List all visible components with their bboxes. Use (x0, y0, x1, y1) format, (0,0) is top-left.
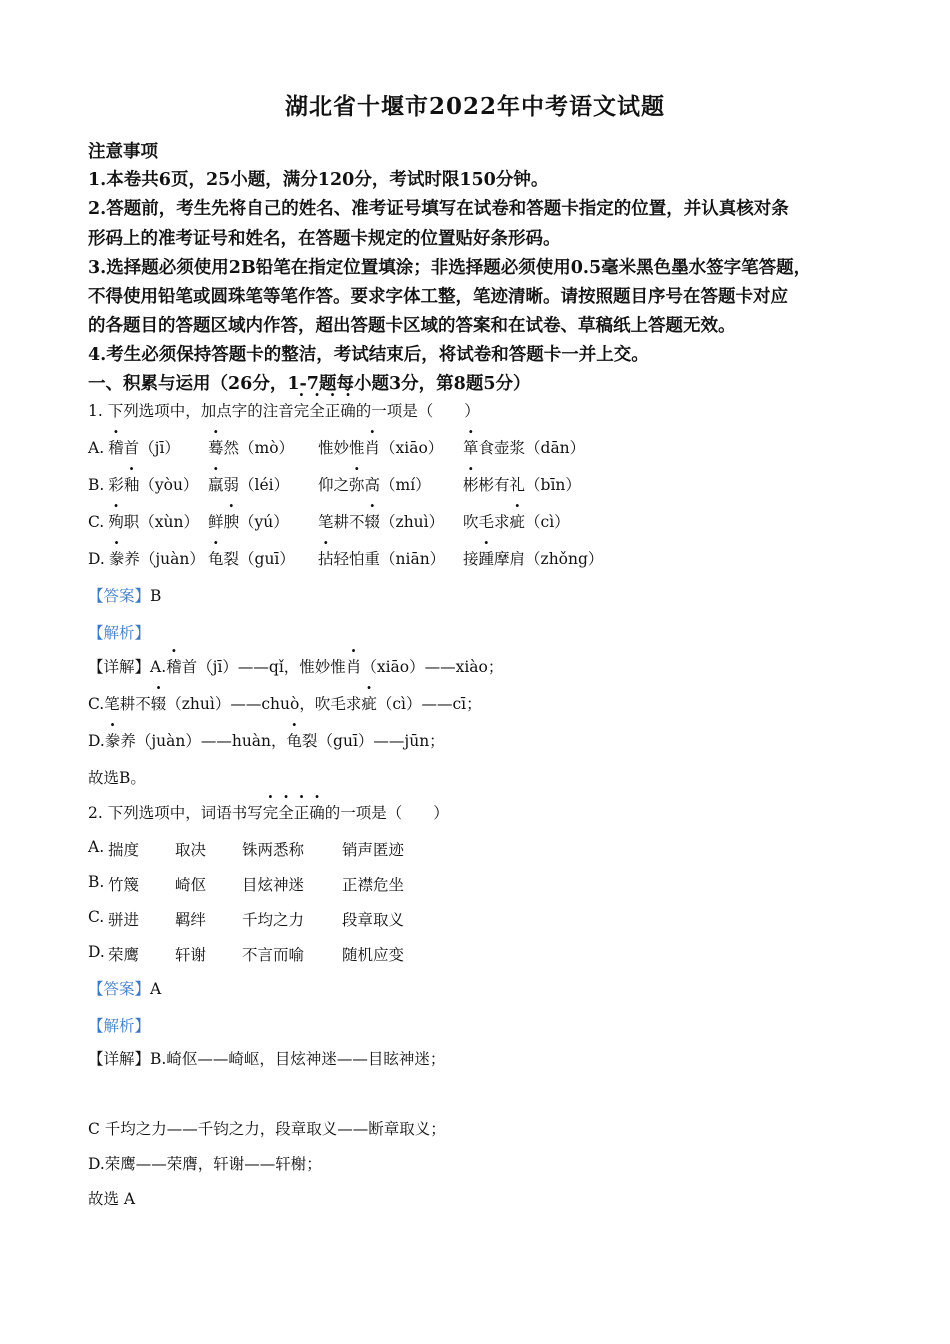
detail-tag: 【详解】 (88, 1050, 151, 1068)
option-text: 鲜 (208, 513, 224, 531)
option-word: 铢两悉称 (242, 841, 305, 859)
answer-tag: 【答案】 (88, 980, 151, 998)
option-word: 荣鹰 (108, 946, 140, 964)
stem-text: 的一项是（ ） (355, 402, 480, 420)
option-item (318, 547, 445, 569)
answer-line (88, 584, 161, 606)
conclusion: 故选B。 (88, 769, 146, 787)
option-text: 彩 (108, 476, 124, 494)
notice-line: 2.答题前，考生先将自己的姓名、准考证号填写在试卷和答题卡指定的位置，并认真核对条 (88, 199, 789, 219)
option-text: 高（mí） (364, 476, 431, 494)
option-text: 接 (463, 550, 479, 568)
notice-line: 的各题目的答题区域内作答，超出答题卡区域的答案和在试卷、草稿纸上答题无效。 (88, 316, 736, 336)
detail-line (88, 692, 482, 714)
option-label: A. (88, 439, 105, 457)
dotted-char: 疵 (361, 695, 377, 713)
option-word: 羁绊 (175, 911, 207, 929)
notice-heading: 注意事项 (88, 142, 158, 162)
dotted-char: 辍 (150, 695, 167, 713)
option-row (88, 838, 888, 862)
answer-value: A (150, 980, 162, 998)
option-text: 吹毛求 (463, 513, 510, 531)
dotted-char: 釉 (123, 476, 140, 494)
option-word: 正襟危坐 (342, 876, 405, 894)
option-label: C. (88, 513, 105, 531)
option-word: 不言而喻 (242, 946, 305, 964)
option-row (88, 547, 888, 571)
detail-text: （xiāo）——xiào； (361, 658, 504, 676)
detail-text: 养（juàn）——huàn， (120, 732, 287, 750)
dotted-char: 正 (293, 804, 310, 822)
detail-text: D. (88, 732, 105, 750)
option-word: 随机应变 (342, 946, 405, 964)
dotted-char: 拈 (318, 550, 334, 568)
option-row (88, 943, 888, 967)
option-row (88, 510, 888, 534)
detail-text: 裂（guī）——jūn； (302, 732, 445, 750)
dotted-char: 全 (278, 804, 294, 822)
option-item (208, 436, 294, 458)
option-item (208, 510, 289, 532)
option-row (88, 436, 888, 460)
dotted-char: 弥 (349, 476, 365, 494)
option-text: 弱（léi） (223, 476, 290, 494)
option-row (88, 908, 888, 932)
dotted-char: 确 (309, 804, 325, 822)
option-text: 彬有礼（bīn） (478, 476, 581, 494)
detail-line: C 千均之力——千钧之力，段章取义——断章取义； (88, 1120, 446, 1138)
option-item (88, 510, 199, 532)
dotted-char: 肖 (345, 658, 362, 676)
option-word: 千均之力 (242, 911, 305, 929)
option-text: 笔耕不 (318, 513, 365, 531)
notice-line: 1.本卷共6页，25小题，满分120分，考试时限150分钟。 (88, 170, 549, 190)
option-label: D. (88, 943, 105, 961)
option-label: B. (88, 873, 105, 891)
dotted-char: 豢 (108, 550, 125, 568)
option-word: 取决 (175, 841, 207, 859)
dotted-char: 正 (324, 402, 341, 420)
option-item (463, 436, 585, 458)
option-text: （cì） (525, 513, 570, 531)
option-word: 揣度 (108, 841, 140, 859)
dotted-char: 龟 (208, 550, 224, 568)
option-word: 销声匿迹 (342, 841, 405, 859)
detail-tag: 【详解】 (88, 658, 151, 676)
dotted-char: 辍 (364, 513, 381, 531)
answer-value: B (150, 587, 162, 605)
analysis-tag: 【解析】 (88, 1017, 151, 1035)
detail-text: （zhuì）——chuò，吹毛求 (166, 695, 362, 713)
option-item (88, 547, 205, 569)
dotted-char: 全 (309, 402, 325, 420)
stem-text: 1. 下列选项中，加点字的注音 (88, 402, 294, 420)
detail-text: C.笔耕不 (88, 695, 151, 713)
option-item (88, 473, 198, 495)
option-text: 轻怕重（niān） (333, 550, 446, 568)
option-row (88, 873, 888, 897)
option-text: 职（xùn） (123, 513, 199, 531)
option-item (208, 547, 295, 569)
option-label: B. (88, 476, 105, 494)
option-word: 竹篾 (108, 876, 140, 894)
option-text: 然（mò） (223, 439, 295, 457)
answer-line (88, 977, 161, 999)
notice-line: 3.选择题必须使用2B铅笔在指定位置填涂；非选择题必须使用0.5毫米黑色墨水签字笔答题， (88, 258, 812, 278)
dotted-char: 殉 (108, 513, 124, 531)
dotted-char: 踵 (478, 550, 495, 568)
dotted-char: 箪 (463, 439, 479, 457)
option-label: A. (88, 838, 105, 856)
option-text: 食壶浆（dān） (478, 439, 586, 457)
option-item (318, 473, 431, 495)
dotted-char: 肖 (364, 439, 381, 457)
detail-text: A. (150, 658, 167, 676)
option-row (88, 473, 888, 497)
page-title: 湖北省十堰市2022年中考语文试题 (284, 93, 665, 120)
dotted-char: 稽 (108, 439, 124, 457)
option-item (88, 436, 180, 458)
option-item (463, 547, 603, 569)
option-word: 目炫神迷 (242, 876, 305, 894)
option-text: （yòu） (139, 476, 199, 494)
dotted-char: 确 (340, 402, 356, 420)
option-word: 骈进 (108, 911, 140, 929)
notice-line: 4.考生必须保持答题卡的整洁，考试结束后，将试卷和答题卡一并上交。 (88, 345, 649, 365)
detail-text: （cì）——cī； (376, 695, 482, 713)
option-item (318, 436, 443, 458)
dotted-char: 完 (262, 804, 279, 822)
analysis-tag: 【解析】 (88, 624, 151, 642)
detail-line (88, 655, 503, 677)
option-text: 惟妙惟 (318, 439, 365, 457)
option-item (318, 510, 444, 532)
dotted-char: 羸 (208, 476, 224, 494)
dotted-char: 龟 (286, 732, 303, 750)
stem-text: 2. 下列选项中，词语书写 (88, 804, 263, 822)
dotted-char: 蓦 (208, 439, 224, 457)
option-text: （yú） (239, 513, 289, 531)
question-1-stem (88, 399, 480, 421)
detail-line: D.荣鹰——荣膺，轩谢——轩榭； (88, 1155, 322, 1173)
option-text: 首（jī） (123, 439, 180, 457)
option-word: 段章取义 (342, 911, 405, 929)
conclusion: 故选 A (88, 1190, 136, 1208)
option-item (463, 473, 581, 495)
option-word: 崎伛 (175, 876, 207, 894)
option-text: （xiāo） (380, 439, 444, 457)
detail-line (88, 729, 445, 751)
section-heading: 一、积累与运用（26分，1-7题每小题3分，第8题5分） (88, 374, 531, 394)
dotted-char: 豢 (104, 732, 121, 750)
option-label: D. (88, 550, 105, 568)
dotted-char: 腴 (223, 513, 240, 531)
notice-line: 形码上的准考证号和姓名，在答题卡规定的位置贴好条形码。 (88, 229, 561, 249)
dotted-char: 稽 (166, 658, 182, 676)
option-item (208, 473, 289, 495)
detail-line (88, 1047, 445, 1069)
stem-text: 的一项是（ ） (324, 804, 449, 822)
answer-tag: 【答案】 (88, 587, 151, 605)
option-word: 轩谢 (175, 946, 207, 964)
option-text: （zhuì） (380, 513, 445, 531)
option-text: 裂（guī） (223, 550, 295, 568)
option-text: 仰之 (318, 476, 350, 494)
option-text: 养（juàn） (124, 550, 205, 568)
detail-text: 首（jī）——qǐ，惟妙惟 (181, 658, 346, 676)
option-text: 摩肩（zhǒng） (494, 550, 604, 568)
dotted-char: 完 (293, 402, 310, 420)
question-2-stem (88, 801, 449, 823)
notice-line: 不得使用铅笔或圆珠笔等笔作答。要求字体工整，笔迹清晰。请按照题目序号在答题卡对应 (88, 287, 788, 307)
option-label: C. (88, 908, 105, 926)
option-item (463, 510, 570, 532)
dotted-char: 疵 (509, 513, 526, 531)
detail-text: B.崎伛——崎岖，目炫神迷——目眩神迷； (150, 1050, 446, 1068)
dotted-char: 彬 (463, 476, 479, 494)
